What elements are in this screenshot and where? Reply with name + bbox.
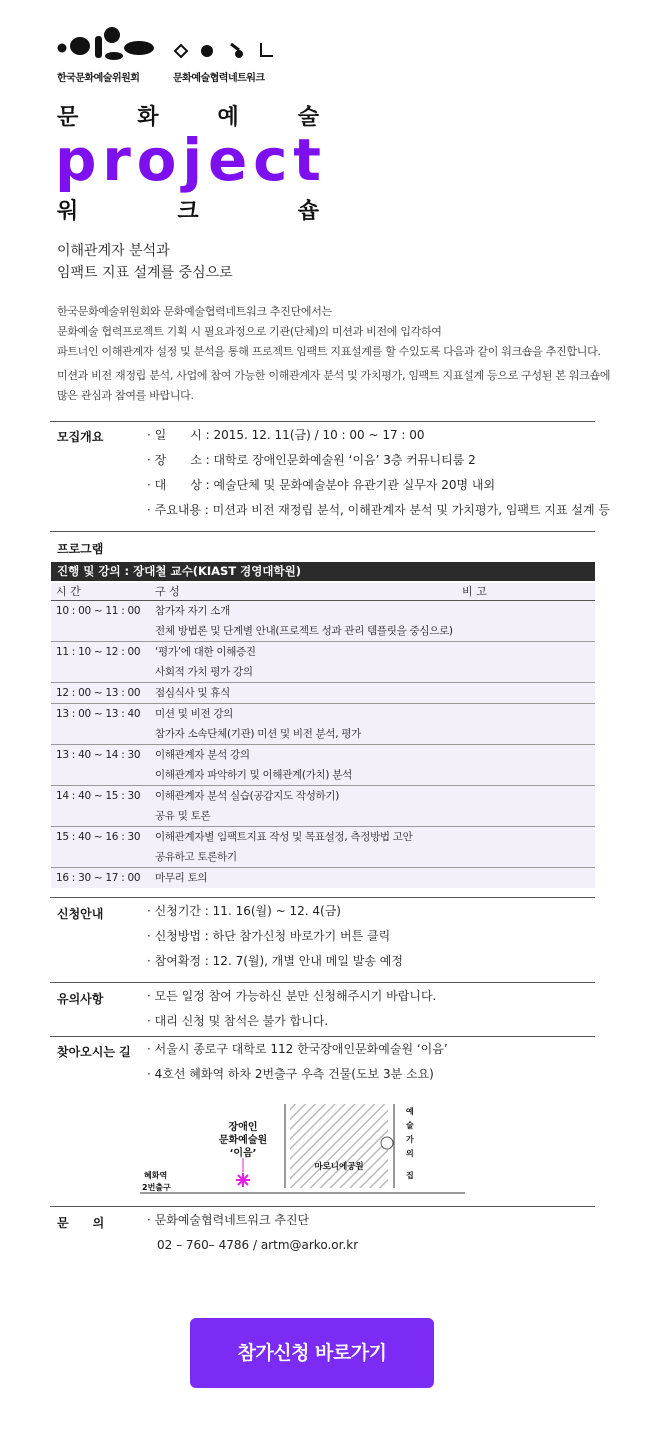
row-content [151, 601, 456, 641]
row-note [456, 683, 595, 703]
title-letter: e [207, 126, 248, 194]
venue-label: ‘이음’ [229, 1148, 257, 1159]
row-item: 이해관계자 파악하기 및 이해관계(가치) 분석 [155, 769, 352, 781]
table-row [51, 827, 595, 868]
table-row [51, 704, 595, 745]
title-letter: r [102, 126, 131, 194]
header-time: 시 간 [56, 585, 81, 598]
table-row [51, 868, 595, 888]
row-item: 점심식사 및 휴식 [155, 687, 230, 699]
contact-phone-email: 02 – 760– 4786 / artm@arko.or.kr [157, 1238, 359, 1252]
table-row [51, 745, 595, 786]
row-time: 15 : 40 ~ 16 : 30 [56, 831, 141, 843]
overview-item: · 대 상 : 예술단체 및 문화예술분야 유관기관 실무자 20명 내외 [147, 478, 496, 492]
intro-line: 문화예술 협력프로젝트 기획 시 필요과정으로 기관(단체)의 미션과 비전에 입각하여 [57, 325, 442, 338]
row-item: 마무리 토의 [155, 872, 208, 884]
row-item: 이해관계자별 임팩트지표 작성 및 목표설정, 측정방법 고안 [155, 831, 413, 843]
title-char: 문 [57, 105, 79, 130]
title-char: 숍 [297, 199, 319, 224]
landmark-circle [381, 1137, 393, 1149]
table-row [51, 601, 595, 642]
table-row [51, 642, 595, 683]
directions-item: · 4호선 혜화역 하차 2번출구 우측 건물(도보 3분 소요) [147, 1067, 434, 1081]
title-char: 크 [177, 199, 199, 224]
row-time: 16 : 30 ~ 17 : 00 [56, 872, 141, 884]
row-content [151, 704, 456, 744]
row-time: 14 : 40 ~ 15 : 30 [56, 790, 141, 802]
row-item: 이해관계자 분석 실습(공감지도 작성하기) [155, 790, 340, 802]
street-label: 술 [406, 1121, 414, 1130]
overview-label: 모집개요 [57, 430, 104, 444]
header-content: 구 성 [155, 585, 180, 598]
station-label: 2번출구 [142, 1183, 171, 1192]
contact-list [147, 1208, 358, 1258]
row-time: 10 : 00 ~ 11 : 00 [56, 605, 141, 617]
row-note [456, 601, 595, 641]
row-content [151, 745, 456, 785]
row-content [151, 786, 456, 826]
row-note [456, 868, 595, 888]
venue-marker-icon [236, 1158, 250, 1187]
network-logo [173, 26, 293, 84]
network-logo-mark [173, 26, 283, 68]
row-item: 공유하고 토론하기 [155, 851, 237, 863]
title-letter: t [293, 126, 321, 194]
intro-line: 미션과 비전 재정립 분석, 사업에 참여 가능한 이해관계자 분석 및 가치평가, 임팩트 지표설계 등으로 구성된 본 워크숍에 [57, 369, 611, 382]
row-time: 11 : 10 ~ 12 : 00 [56, 646, 141, 658]
row-note [456, 827, 595, 867]
title-letter: p [55, 126, 97, 194]
row-note [456, 786, 595, 826]
notes-label: 유의사항 [57, 992, 104, 1006]
row-time: 13 : 00 ~ 13 : 40 [56, 708, 141, 720]
intro-line: 많은 관심과 참여를 바랍니다. [57, 389, 194, 402]
title-char: 워 [57, 199, 79, 224]
row-content [151, 827, 456, 867]
street-label: 예 [406, 1107, 414, 1116]
directions-item: · 서울시 종로구 대학로 112 한국장애인문화예술원 ‘이음’ [147, 1042, 448, 1056]
title-line-3 [57, 194, 319, 225]
table-row [51, 683, 595, 704]
row-item: 전체 방법론 및 단계별 안내(프로젝트 성과 관리 템플릿을 중심으로) [155, 625, 453, 637]
divider [50, 897, 595, 898]
notes-item: · 모든 일정 참여 가능하신 분만 신청해주시기 바랍니다. [147, 989, 437, 1003]
location-map [140, 1100, 470, 1200]
intro-line: 한국문화예술위원회와 문화예술협력네트워크 추진단에서는 [57, 305, 332, 318]
program-table [51, 583, 595, 888]
overview-item: · 일 시 : 2015. 12. 11(금) / 10 : 00 ~ 17 : 00 [147, 428, 425, 442]
row-item: 사회적 가치 평가 강의 [155, 666, 253, 678]
title-project [55, 128, 321, 192]
row-note [456, 745, 595, 785]
title-char: 화 [137, 105, 159, 130]
row-content [151, 868, 456, 888]
row-time: 12 : 00 ~ 13 : 00 [56, 687, 141, 699]
divider [50, 982, 595, 983]
overview-item: · 주요내용 : 미션과 비전 재정립 분석, 이해관계자 분석 및 가치평가, 임팩트 지표 설계 등 [147, 503, 611, 517]
row-note [456, 642, 595, 682]
title-letter: c [253, 126, 288, 194]
title-letter: o [136, 126, 177, 194]
notes-item: · 대리 신청 및 참석은 불가 합니다. [147, 1014, 329, 1028]
apply-button[interactable]: 참가신청 바로가기 [190, 1318, 434, 1388]
overview-item: · 장 소 : 대학로 장애인문화예술원 ‘이음’ 3층 커뮤니티룸 2 [147, 453, 476, 467]
application-list [147, 899, 403, 974]
row-item: 미션 및 비전 강의 [155, 708, 234, 720]
arko-logo [57, 26, 157, 84]
divider [50, 421, 595, 422]
title-letter: j [182, 126, 203, 194]
station-label: 혜화역 [144, 1171, 168, 1180]
application-label: 신청안내 [57, 907, 104, 921]
program-table-header [51, 583, 595, 601]
program-instructor-bar: 진행 및 강의 : 장대철 교수(KIAST 경영대학원) [51, 562, 595, 581]
application-item: · 참여확정 : 12. 7(월), 개별 안내 메일 발송 예정 [147, 954, 403, 968]
venue-label: 문화예술원 [218, 1135, 268, 1146]
row-content [151, 642, 456, 682]
street-label: 의 [406, 1149, 414, 1158]
row-item: ‘평가’에 대한 이해증진 [155, 646, 256, 658]
logo-area [57, 26, 317, 86]
contact-label: 문 의 [57, 1216, 105, 1230]
park-area [290, 1104, 388, 1188]
row-item: 참가자 소속단체(기관) 미션 및 비전 분석, 평가 [155, 728, 362, 740]
directions-list [147, 1037, 448, 1087]
subtitle-line: 임팩트 지표 설계를 중심으로 [57, 265, 233, 281]
row-note [456, 704, 595, 744]
application-item: · 신청방법 : 하단 참가신청 바로가기 버튼 클릭 [147, 929, 391, 943]
row-item: 참가자 자기 소개 [155, 605, 230, 617]
row-time: 13 : 40 ~ 14 : 30 [56, 749, 141, 761]
arko-logo-mark [57, 26, 157, 68]
arko-name: 한국문화예술위원회 [57, 73, 140, 84]
title-char: 예 [217, 105, 239, 130]
street-label: 가 [406, 1135, 414, 1144]
directions-label: 찾아오시는 길 [57, 1045, 131, 1059]
divider [50, 1206, 595, 1207]
network-name: 문화예술협력네트워크 [173, 73, 265, 84]
program-label: 프로그램 [57, 542, 104, 556]
application-item: · 신청기간 : 11. 16(월) ~ 12. 4(금) [147, 904, 341, 918]
notes-list [147, 984, 436, 1034]
venue-label: 장애인 [228, 1122, 258, 1133]
row-content [151, 683, 456, 703]
overview-list [147, 423, 610, 523]
header-note: 비 고 [462, 585, 487, 598]
contact-item: · 문화예술협력네트워크 추진단 [147, 1213, 310, 1227]
intro-line: 파트너인 이해관계자 설정 및 분석을 통해 프로젝트 임팩트 지표설계를 할 수있도록 다음과 같이 워크숍을 추진합니다. [57, 345, 601, 358]
subtitle-line: 이해관계자 분석과 [57, 243, 170, 259]
street-label: 집 [406, 1171, 414, 1180]
intro-text [57, 302, 617, 406]
table-row [51, 786, 595, 827]
row-item: 이해관계자 분석 강의 [155, 749, 250, 761]
subtitle [57, 240, 233, 284]
row-item: 공유 및 토론 [155, 810, 211, 822]
divider [50, 531, 595, 532]
park-label: 마로니에공원 [314, 1162, 364, 1172]
title-char: 술 [297, 105, 319, 130]
